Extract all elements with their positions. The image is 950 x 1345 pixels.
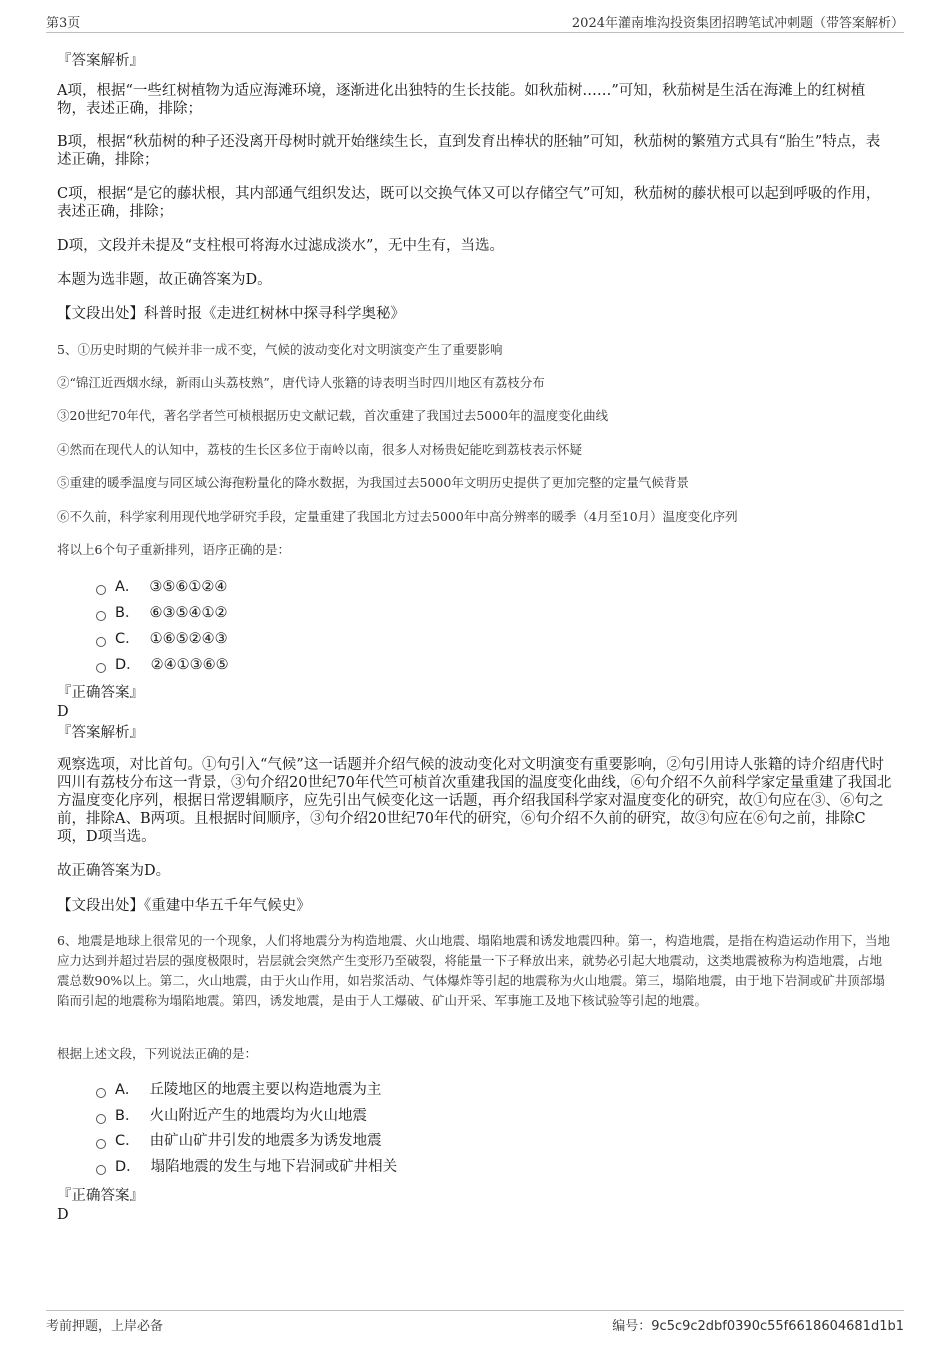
answer-conclusion: 故正确答案为D。 — [57, 863, 171, 879]
analysis-label: 『答案解析』 — [57, 725, 144, 741]
option-d[interactable] — [96, 1158, 397, 1176]
analysis-paragraph: C项，根据“是它的藤状根，其内部通气组织发达，既可以交换气体又可以存储空气”可知，秋茄树的藤状根可以起到呼吸的作用，表述正确，排除； — [57, 186, 881, 220]
radio-button[interactable] — [96, 1139, 106, 1149]
option-c[interactable] — [96, 630, 228, 648]
radio-button[interactable] — [96, 637, 106, 647]
answer-label: 『正确答案』 — [57, 1188, 144, 1204]
question-sentence: ③20世纪70年代，著名学者竺可桢根据历史文献记载，首次重建了我国过去5000年的温度变化曲线 — [57, 408, 609, 423]
question-prompt: 根据上述文段，下列说法正确的是： — [57, 1046, 258, 1061]
option-text: ③⑤⑥①②④ — [149, 579, 228, 595]
option-key: B． — [115, 605, 140, 621]
radio-button[interactable] — [96, 611, 106, 621]
question-sentence: ⑤重建的暖季温度与同区域公海孢粉量化的降水数据，为我国过去5000年文明历史提供了更加完整的定量气候背景 — [57, 475, 689, 490]
radio-button[interactable] — [96, 1165, 106, 1175]
page-number: 第3页 — [46, 16, 81, 31]
option-text: 塌陷地震的发生与地下岩洞或矿井相关 — [150, 1159, 398, 1175]
footer-slogan: 考前押题，上岸必备 — [46, 1319, 164, 1334]
option-key: A． — [115, 1082, 140, 1098]
page-header — [46, 12, 904, 33]
option-key: D． — [115, 657, 141, 673]
radio-button[interactable] — [96, 585, 106, 595]
question-prompt: 将以上6个句子重新排列，语序正确的是： — [57, 542, 290, 557]
code-value: 9c5c9c2dbf0390c55f6618604681d1b1 — [651, 1319, 904, 1334]
option-d[interactable] — [96, 656, 229, 674]
option-text: ②④①③⑥⑤ — [150, 657, 229, 673]
option-text: ⑥③⑤④①② — [149, 605, 228, 621]
option-a[interactable] — [96, 1081, 381, 1099]
option-text: 由矿山矿井引发的地震多为诱发地震 — [149, 1133, 382, 1149]
option-key: C． — [115, 631, 140, 647]
option-b[interactable] — [96, 604, 227, 622]
option-b[interactable] — [96, 1107, 367, 1125]
analysis-paragraph: 观察选项，对比首句。①句引入“气候”这一话题并介绍气候的波动变化对文明演变有重要影响，②句引用诗人张籍的诗介绍唐代时四川有荔枝分布这一背景，③句介绍20世纪70年代竺可桢首次重建我国的温度变化曲线，⑥句介绍不久前科学家定量重建了我国北方温度变化序列，根据日常逻辑顺序，应先引出气候变化这一话题，再介绍我国科学家对温度变化的研究，故①句应在③、⑥句之前，排除A、B两项。且根据时间顺序，③句介绍20世纪70年代的研究，⑥句介绍不久前的研究，故③句应在⑥句之前，排除C项，D项当选。 — [57, 757, 892, 845]
option-c[interactable] — [96, 1132, 382, 1150]
option-a[interactable] — [96, 578, 227, 596]
page-footer — [46, 1310, 904, 1339]
analysis-paragraph: B项，根据“秋茄树的种子还没离开母树时就开始继续生长，直到发育出棒状的胚轴”可知，秋茄树的繁殖方式具有“胎生”特点，表述正确，排除； — [57, 134, 881, 168]
document-code — [612, 1315, 904, 1334]
question-sentence: ②“锦江近西烟水绿，新雨山头荔枝熟”，唐代诗人张籍的诗表明当时四川地区有荔枝分布 — [57, 375, 545, 390]
correct-answer: D — [57, 704, 69, 720]
question-sentence: ④然而在现代人的认知中，荔枝的生长区多位于南岭以南，很多人对杨贵妃能吃到荔枝表示怀疑 — [57, 442, 583, 457]
answer-label: 『正确答案』 — [57, 685, 144, 701]
document-title: 2024年灌南堆沟投资集团招聘笔试冲刺题（带答案解析） — [571, 16, 904, 31]
option-key: D． — [115, 1159, 141, 1175]
question-sentence: ⑥不久前，科学家利用现代地学研究手段，定量重建了我国北方过去5000年中高分辨率的暖季（4月至10月）温度变化序列 — [57, 509, 738, 524]
source-citation: 【文段出处】《重建中华五千年气候史》 — [57, 898, 311, 914]
analysis-label: 『答案解析』 — [57, 53, 144, 69]
code-label: 编号： — [612, 1319, 652, 1334]
option-key: C． — [115, 1133, 140, 1149]
correct-answer: D — [57, 1207, 69, 1223]
question-passage: 6、地震是地球上很常见的一个现象，人们将地震分为构造地震、火山地震、塌陷地震和诱发地震四种。第一，构造地震，是指在构造运动作用下，当地应力达到并超过岩层的强度极限时，岩层就会突然产生变形乃至破裂，将能量一下子释放出来，就势必引起大地震动，这类地震被称为构造地震，占地震总数90%以上。第二，火山地震，由于火山作用，如岩浆活动、气体爆炸等引起的地震称为火山地震。第三，塌陷地震，由于地下岩洞或矿井顶部塌陷而引起的地震称为塌陷地震。第四，诱发地震，是由于人工爆破、矿山开采、军事施工及地下核试验等引起的地震。 — [57, 933, 890, 1008]
question-sentence: 5、①历史时期的气候并非一成不变，气候的波动变化对文明演变产生了重要影响 — [57, 342, 503, 357]
analysis-paragraph: D项，文段并未提及“支柱根可将海水过滤成淡水”，无中生有，当选。 — [57, 238, 504, 254]
option-text: ①⑥⑤②④③ — [149, 631, 228, 647]
analysis-paragraph: A项，根据“一些红树植物为适应海滩环境，逐渐进化出独特的生长技能。如秋茄树……”可知，秋茄树是生活在海滩上的红树植物，表述正确，排除； — [57, 83, 866, 117]
radio-button[interactable] — [96, 1088, 106, 1098]
option-key: B． — [115, 1108, 140, 1124]
option-text: 丘陵地区的地震主要以构造地震为主 — [149, 1082, 382, 1098]
answer-conclusion: 本题为选非题，故正确答案为D。 — [57, 272, 272, 288]
radio-button[interactable] — [96, 1114, 106, 1124]
radio-button[interactable] — [96, 663, 106, 673]
option-key: A． — [115, 579, 140, 595]
source-citation: 【文段出处】科普时报《走进红树林中探寻科学奥秘》 — [57, 306, 405, 322]
option-text: 火山附近产生的地震均为火山地震 — [149, 1108, 367, 1124]
